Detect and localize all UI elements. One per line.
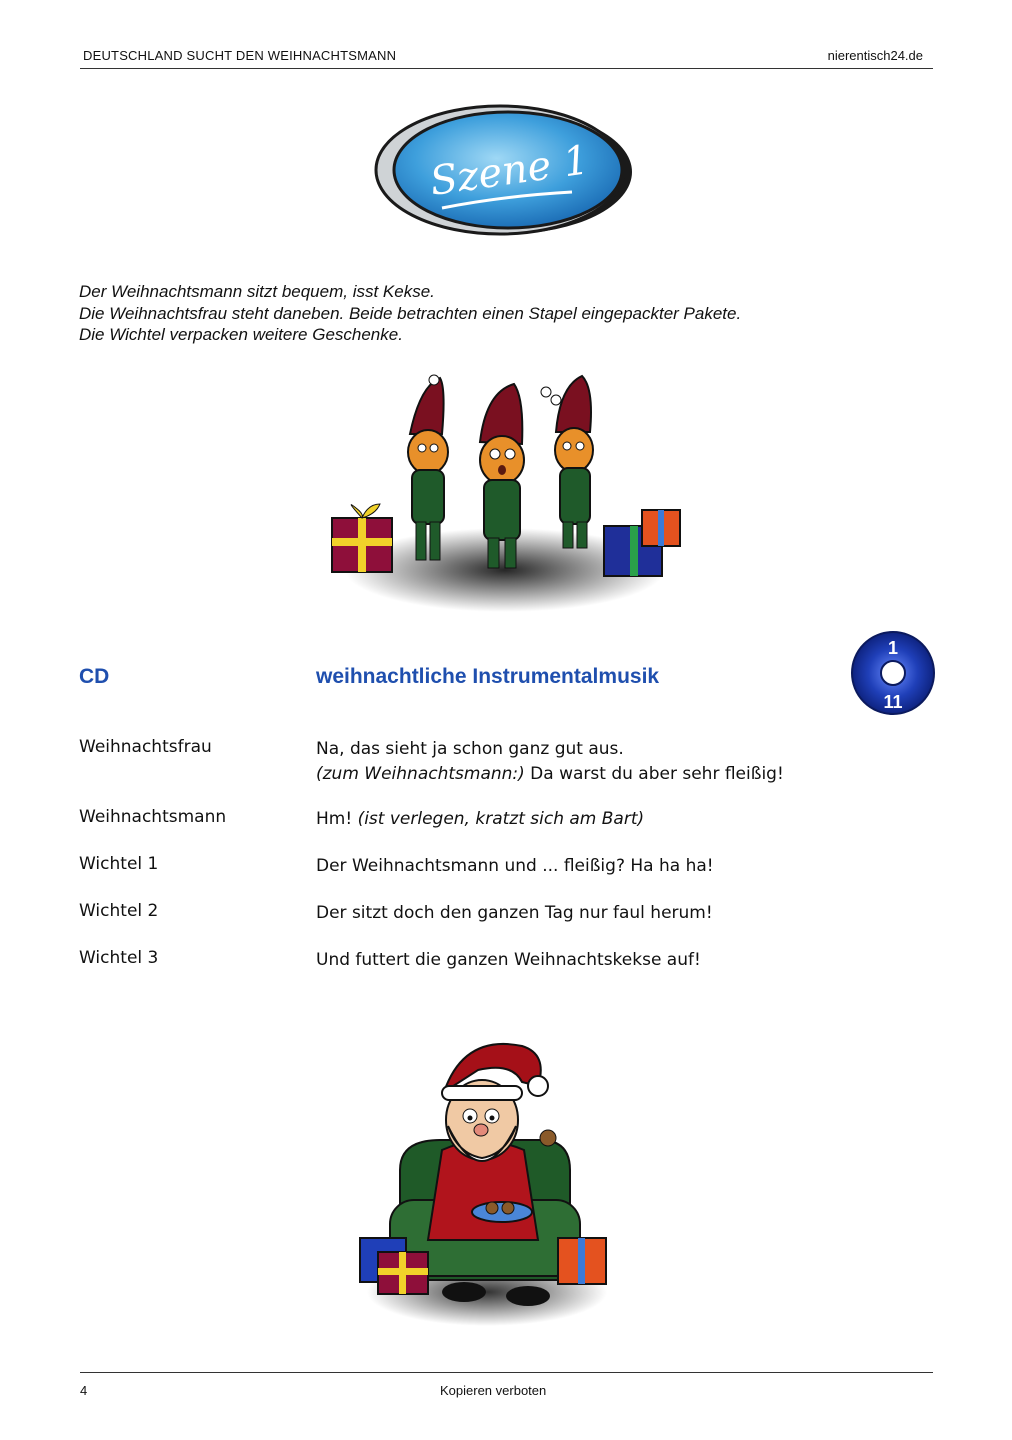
- elves-illustration: [320, 370, 690, 620]
- speaker-name: Weihnachtsmann: [79, 807, 227, 827]
- dialogue-text: Und futtert die ganzen Weihnachtskekse auf!: [316, 950, 701, 970]
- stage-direction: (ist verlegen, kratzt sich am Bart): [357, 809, 645, 829]
- page-header: [80, 46, 933, 69]
- page-footer: [80, 1372, 933, 1398]
- stage-directions: [79, 281, 741, 346]
- cd-label: CD: [79, 665, 110, 688]
- cd-track-number: 11: [883, 692, 903, 712]
- speaker-name: Wichtel 3: [79, 948, 159, 968]
- stage-direction: (zum Weihnachtsmann:): [316, 764, 525, 784]
- cd-icon: [850, 630, 936, 716]
- stage-line: Der Weihnachtsmann sitzt bequem, isst Kekse.: [79, 282, 435, 301]
- scene-badge: [372, 100, 634, 242]
- header-title: DEUTSCHLAND SUCHT DEN WEIHNACHTSMANN: [83, 48, 397, 63]
- copyright-note: Kopieren verboten: [440, 1383, 547, 1398]
- stage-line: Die Wichtel verpacken weitere Geschenke.: [79, 325, 403, 344]
- cd-disc-number: 1: [887, 638, 899, 658]
- speaker-name: Wichtel 1: [79, 854, 159, 874]
- elf-icon: [551, 376, 593, 548]
- gift-icon: [332, 504, 392, 572]
- page-number: 4: [80, 1383, 88, 1398]
- stage-line: Die Weihnachtsfrau steht daneben. Beide betrachten einen Stapel eingepackter Pakete.: [79, 303, 742, 323]
- dialogue-line-text: Hm!: [316, 809, 358, 829]
- speaker-name: Wichtel 2: [79, 901, 159, 921]
- cd-title: weihnachtliche Instrumentalmusik: [316, 665, 660, 688]
- dialogue-text: [316, 807, 644, 832]
- header-website: nierentisch24.de: [827, 48, 923, 63]
- dialogue-line-text: Da warst du aber sehr fleißig!: [524, 764, 784, 784]
- dialogue-line: Na, das sieht ja schon ganz gut aus.: [316, 739, 624, 759]
- dialogue-line: [316, 762, 784, 787]
- speaker-name: Weihnachtsfrau: [79, 737, 212, 757]
- dialogue-text: Der Weihnachtsmann und ... fleißig? Ha ha ha!: [316, 856, 714, 876]
- gift-icon: [604, 510, 680, 576]
- scene-badge-text: Szene 1: [427, 137, 592, 205]
- gift-icon: [558, 1238, 606, 1284]
- dialogue-text: Der sitzt doch den ganzen Tag nur faul herum!: [316, 903, 713, 923]
- santa-illustration: [352, 1030, 614, 1330]
- dialogue-text: [316, 737, 784, 787]
